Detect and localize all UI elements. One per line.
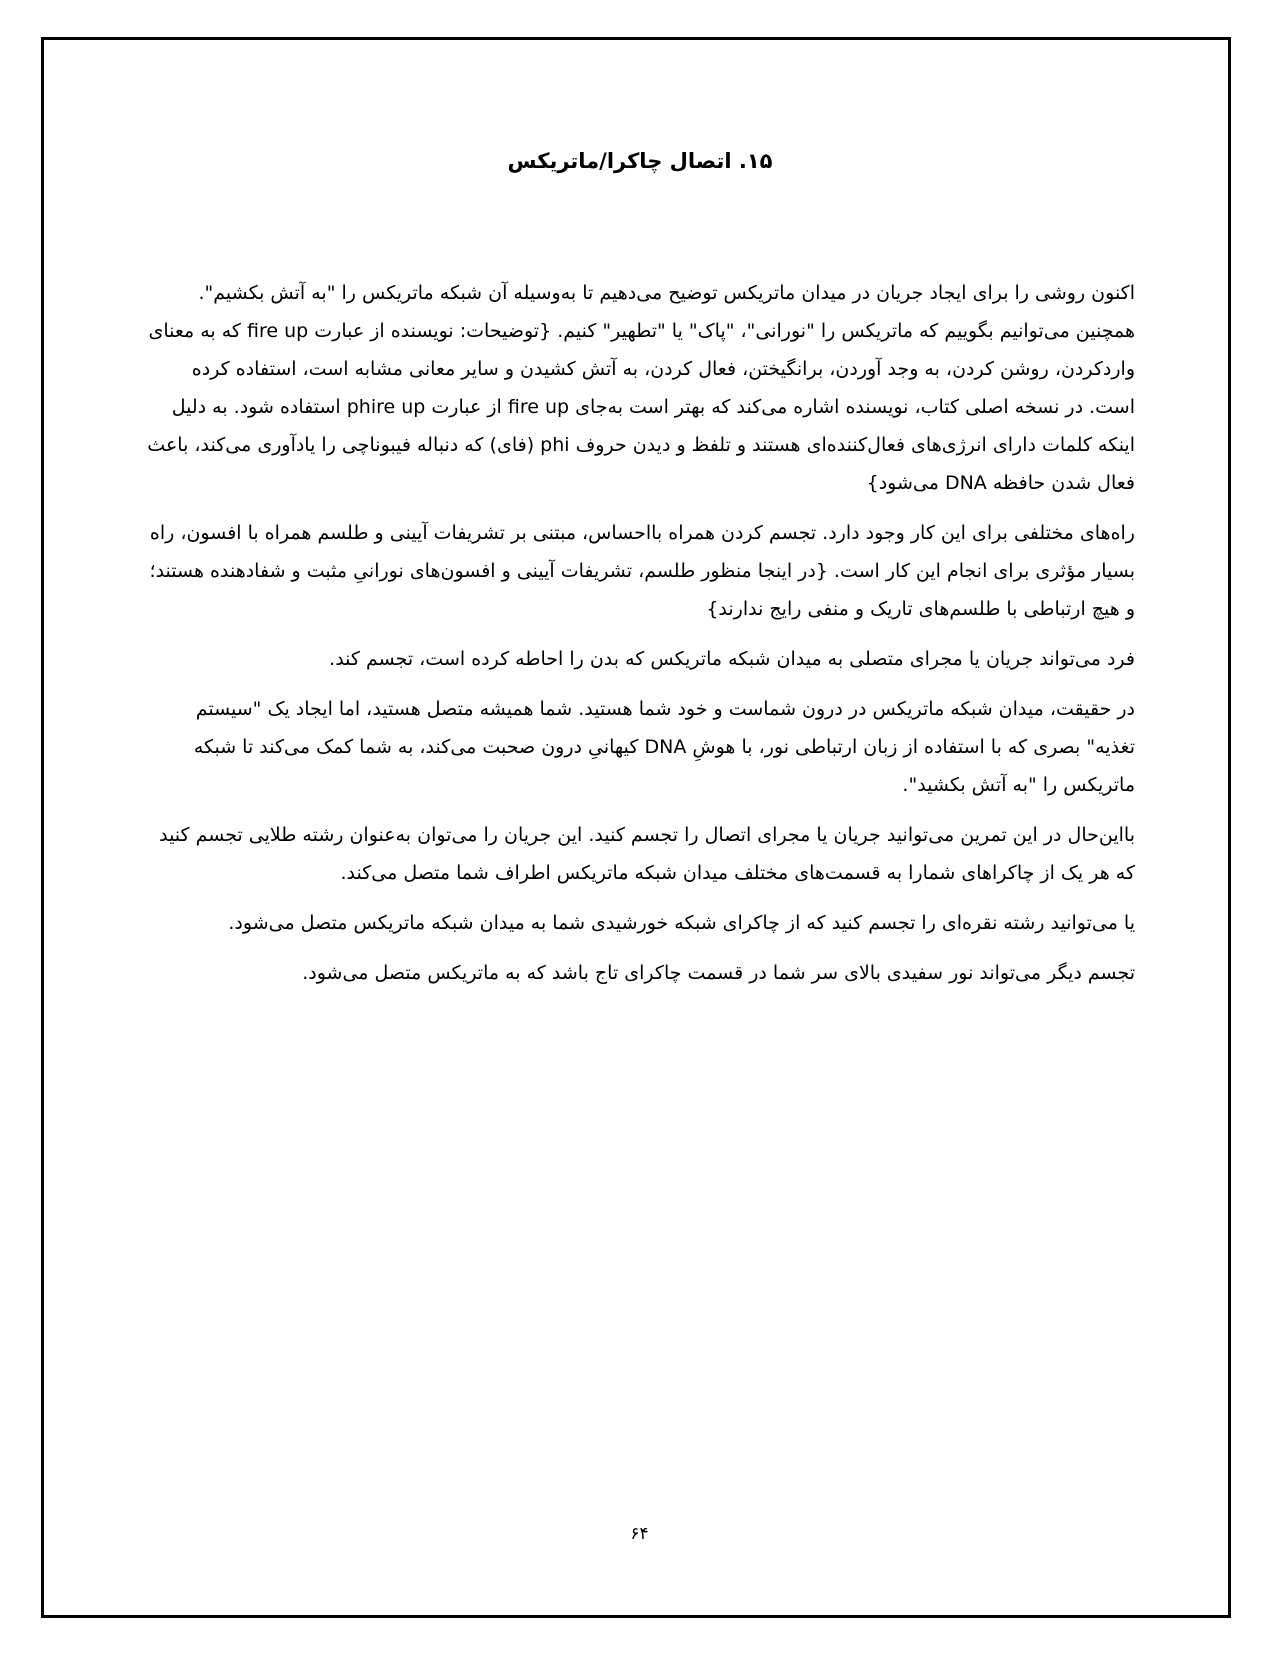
paragraph-methods: راه‌های مختلفی برای این کار وجود دارد. تجسم کردن همراه بااحساس، مبتنی بر تشریفات آیینی و طلسم همراه با افسون، راه بسیار مؤثری برای انجام این کار است. {در اینجا منظور طلسم، تشریفات آیینی و افسون‌های نورانیِ مثبت و شفادهنده هستند؛ و هیچ ارتباطی با طلسم‌های تاریک و منفی رایج ندارند}: [149, 522, 1135, 621]
paragraph-crown-light: تجسم دیگر می‌تواند نور سفیدی بالای سر شما در قسمت چاکرای تاج باشد که به ماتریکس متصل می‌شود.: [302, 962, 1135, 985]
paragraph-golden-thread: بااین‌حال در این تمرین می‌توانید جریان یا مجرای اتصال را تجسم کنید. این جریان را می‌توان به‌عنوان رشته طلایی تجسم کنید که هر یک از چاکراهای شمارا به قسمت‌های مختلف میدان شبکه ماتریکس اطراف شما متصل می‌کند.: [159, 824, 1135, 885]
paragraph-intro: اکنون روشی را برای ایجاد جریان در میدان ماتریکس توضیح می‌دهیم تا به‌وسیله آن شبکه ماتریکس را "به آتش بکشیم". همچنین می‌توانیم بگوییم که ماتریکس را "نورانی"، "پاک" یا "تطهیر" کنیم. {توضیحات: نویسنده از عبارت fire up که به معنای واردکردن، روشن کردن، به وجد آوردن، برانگیختن، فعال کردن، به آتش کشیدن و سایر معانی مشابه است، استفاده کرده است. در نسخه اصلی کتاب، نویسنده اشاره می‌کند که بهتر است به‌جای fire up از عبارت phire up استفاده شود. به دلیل اینکه کلمات دارای انرژی‌های فعال‌کننده‌ای هستند و تلفظ و دیدن حروف phi (فای) که دنباله فیبوناچی را یادآوری می‌کند، باعث فعال شدن حافظه DNA می‌شود}: [147, 282, 1135, 495]
page-number: ۶۴: [630, 1524, 649, 1544]
chapter-title: ۱۵. اتصال چاکرا/ماتریکس: [507, 149, 773, 173]
paragraph-silver-thread: یا می‌توانید رشته نقره‌ای را تجسم کنید که از چاکرای شبکه خورشیدی شما به میدان شبکه ماتریکس متصل می‌شود.: [228, 912, 1135, 935]
paragraph-in-reality: در حقیقت، میدان شبکه ماتریکس در درون شماست و خود شما هستید. شما همیشه متصل هستید، اما ایجاد یک "سیستم تغذیه" بصری که با استفاده از زبان ارتباطی نور، با هوشِ DNA کیهانیِ درون صحبت می‌کند، به شما کمک می‌کند تا شبکه ماتریکس را "به آتش بکشید".: [193, 698, 1135, 797]
page-content: [145, 147, 1135, 1004]
paragraph-visualize-channel: فرد می‌تواند جریان یا مجرای متصلی به میدان شبکه ماتریکس که بدن را احاطه کرده است، تجسم کند.: [329, 648, 1135, 671]
